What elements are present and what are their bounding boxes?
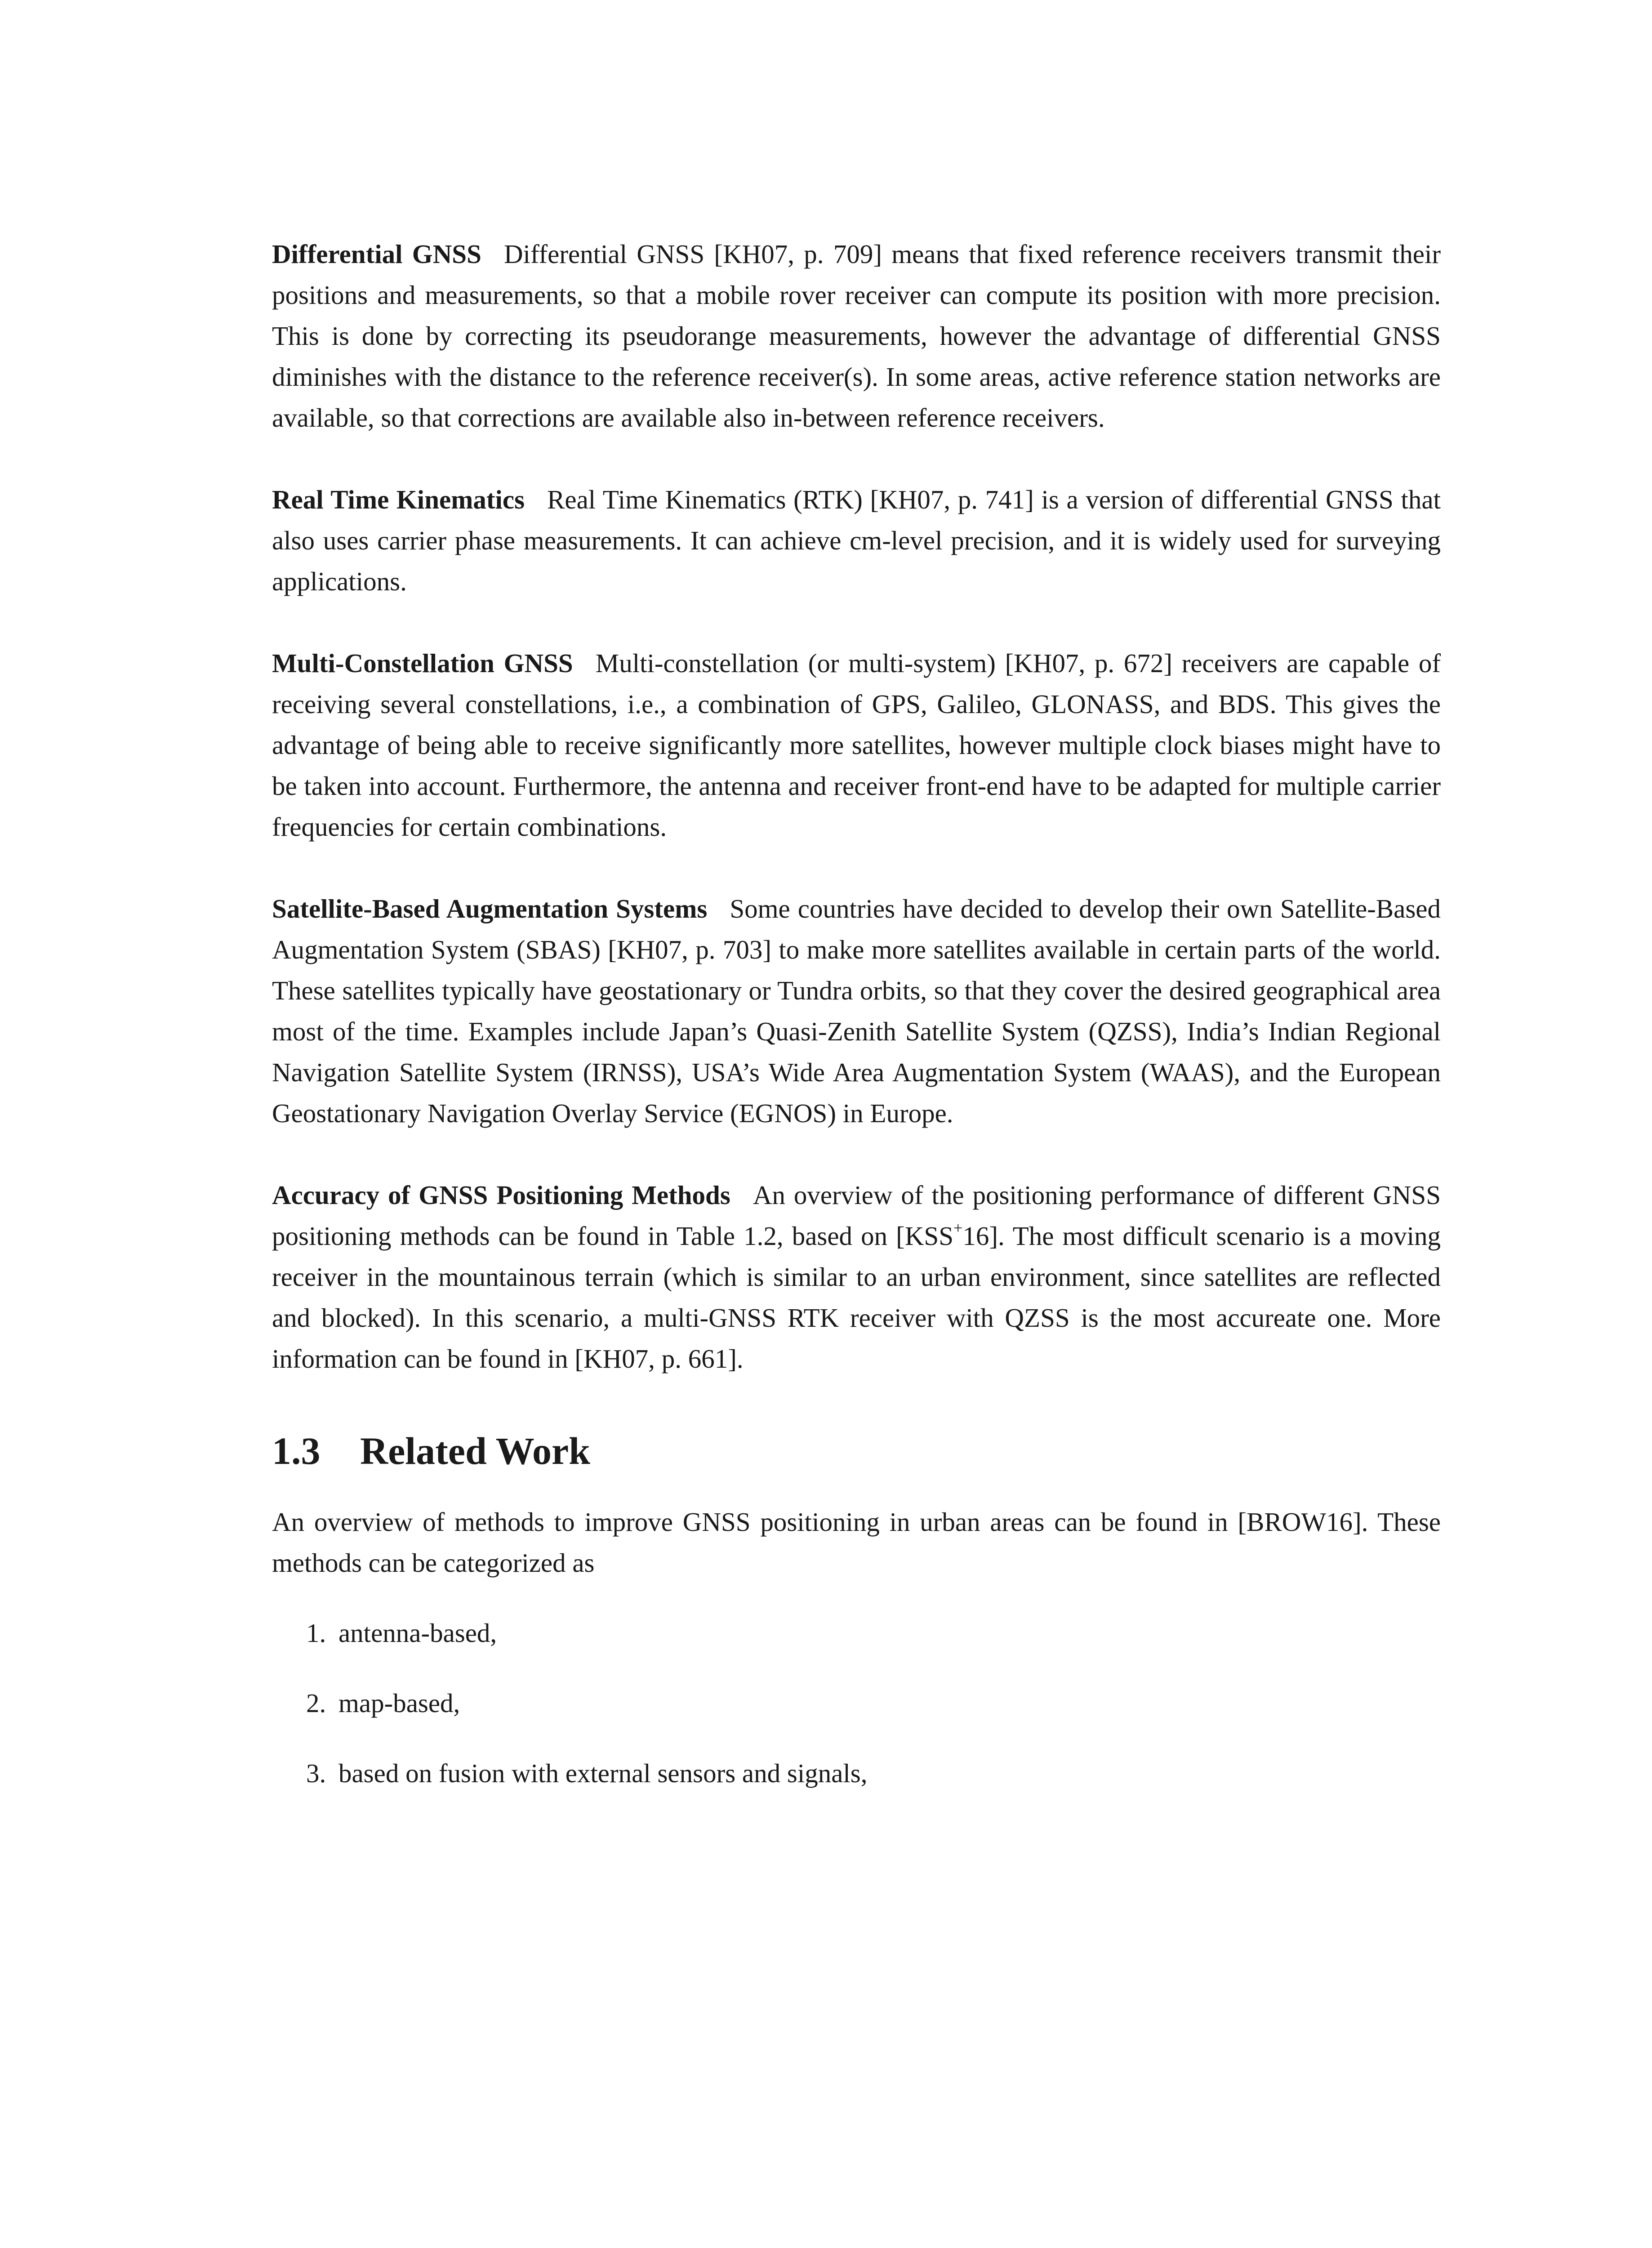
section-intro: An overview of methods to improve GNSS positioning in urban areas can be found in [BROW16]. These methods can be categorized as: [272, 1507, 1441, 1578]
list-text: antenna-based,: [338, 1618, 497, 1648]
page-content: [272, 234, 1441, 1823]
citation-superscript: +: [953, 1219, 963, 1237]
list-text: based on fusion with external sensors and signals,: [338, 1758, 868, 1788]
list-number: 2.: [306, 1688, 326, 1718]
paragraph-heading: Satellite-Based Augmentation Systems: [272, 894, 708, 923]
paragraph-body: Some countries have decided to develop their own Satellite-Based Augmentation System (SBAS) [KH07, p. 703] to make more satellites available in certain parts of the world. These satellites typically have geostationary or Tundra orbits, so that they cover the desired geographical area most of the time. Examples include Japan’s Quasi-Zenith Satellite System (QZSS), India’s Indian Regional Navigation Satellite System (IRNSS), USA’s Wide Area Augmentation System (WAAS), and the European Geostationary Navigation Overlay Service (EGNOS) in Europe.: [272, 894, 1441, 1128]
paragraph-heading: Accuracy of GNSS Positioning Methods: [272, 1180, 730, 1210]
section-title: Related Work: [360, 1429, 591, 1472]
method-list: [272, 1613, 1441, 1794]
paragraph-heading: Real Time Kinematics: [272, 485, 525, 514]
list-number: 3.: [306, 1758, 326, 1788]
list-item: [272, 1613, 1441, 1654]
paragraph-real-time-kinematics: [272, 479, 1441, 602]
paragraph-body: Real Time Kinematics (RTK) [KH07, p. 741] is a version of differential GNSS that also uses carrier phase measurements. It can achieve cm-level precision, and it is widely used for surveying applications.: [272, 485, 1441, 596]
section-number: 1.3: [272, 1429, 321, 1472]
paragraph-body: Multi-constellation (or multi-system) [KH07, p. 672] receivers are capable of receiving several constellations, i.e., a combination of GPS, Galileo, GLONASS, and BDS. This gives the advantage of being able to receive significantly more satellites, however multiple clock biases might have to be taken into account. Furthermore, the antenna and receiver front-end have to be adapted for multiple carrier frequencies for certain combinations.: [272, 648, 1441, 842]
paragraph-differential-gnss: [272, 234, 1441, 438]
paragraph-body: Differential GNSS [KH07, p. 709] means that fixed reference receivers transmit their positions and measurements, so that a mobile rover receiver can compute its position with more precision. This is done by correcting its pseudorange measurements, however the advantage of differential GNSS diminishes with the distance to the reference receiver(s). In some areas, active reference station networks are available, so that corrections are available also in-between reference receivers.: [272, 239, 1441, 433]
list-text: map-based,: [338, 1688, 460, 1718]
paragraph-accuracy: [272, 1175, 1441, 1379]
paragraph-body-start: An overview of the positioning performance of different GNSS positioning methods can be found in Table 1.2, based on [KSS: [272, 1180, 1441, 1251]
section-heading: [272, 1426, 1441, 1476]
paragraph-heading: Differential GNSS: [272, 239, 481, 269]
paragraph-heading: Multi-Constellation GNSS: [272, 648, 573, 678]
paragraph-sbas: [272, 888, 1441, 1134]
list-item: [272, 1753, 1441, 1794]
list-item: [272, 1683, 1441, 1724]
list-number: 1.: [306, 1618, 326, 1648]
paragraph-multi-constellation-gnss: [272, 643, 1441, 847]
paragraph-body-end: 16]. The most difficult scenario is a moving receiver in the mountainous terrain (which is similar to an urban environment, since satellites are reflected and blocked). In this scenario, a multi-GNSS RTK receiver with QZSS is the most accureate one. More information can be found in [KH07, p. 661].: [272, 1221, 1441, 1374]
